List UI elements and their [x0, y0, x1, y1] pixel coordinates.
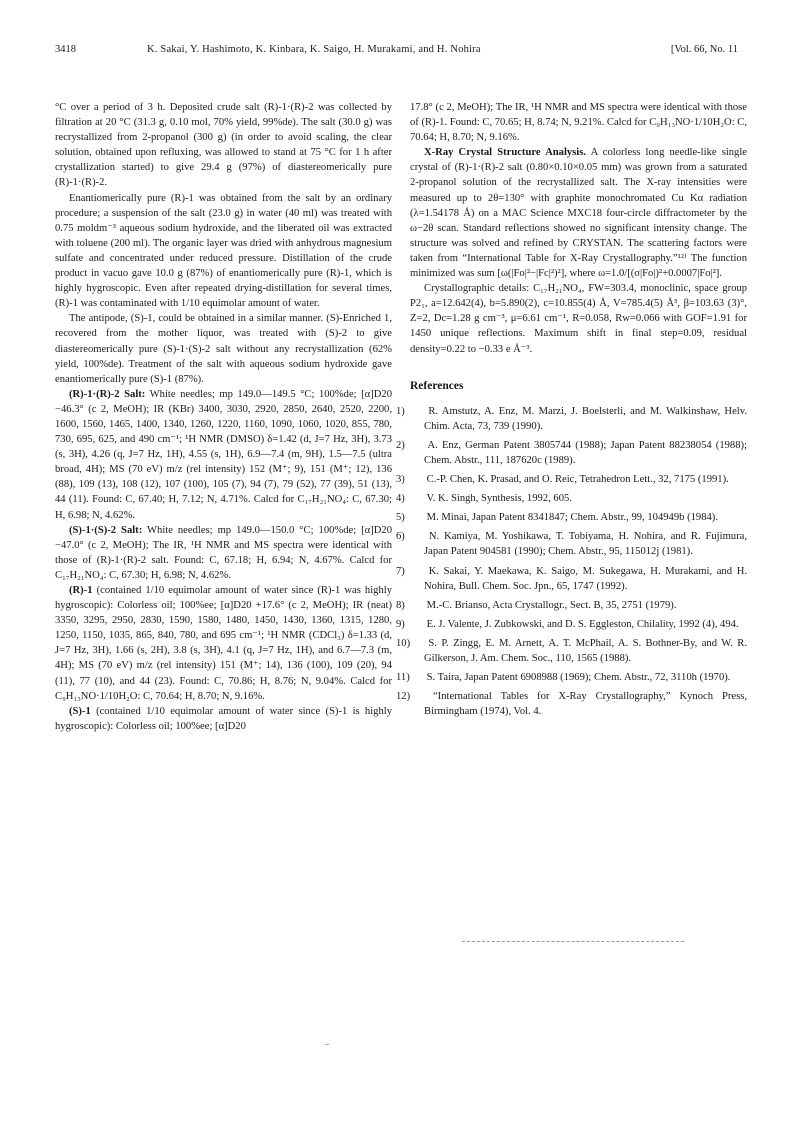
running-authors: K. Sakai, Y. Hashimoto, K. Kinbara, K. Saigo, H. Murakami, and H. Nohira — [147, 44, 481, 55]
references-heading: References — [410, 379, 464, 392]
reference-number: 1) — [396, 405, 405, 417]
reference-number: 8) — [396, 599, 405, 611]
paragraph-lead: (R)-1 — [69, 585, 93, 596]
reference-item — [396, 529, 747, 559]
reference-number: 9) — [396, 618, 405, 630]
reference-item — [396, 564, 747, 594]
reference-text: N. Kamiya, M. Yoshikawa, T. Tobiyama, H. Nohira, and R. Fujimura, Japan Patent 904581 (1990); Chem. Abstr., 95, 115012j (1981). — [424, 531, 747, 558]
lead-paragraph — [55, 704, 392, 734]
reference-number: 4) — [396, 493, 405, 505]
reference-number: 10) — [396, 637, 411, 649]
reference-item — [396, 636, 748, 666]
paragraph-lead: (R)-1·(R)-2 Salt: — [69, 388, 146, 400]
reference-text: S. P. Zingg, E. M. Arnett, A. T. McPhail, A. S. Bothner-By, and W. R. Gilkerson, J. Am. Chem. Soc., 110, 1565 (1988). — [424, 637, 748, 664]
paragraph-lead: X-Ray Crystal Structure Analysis. — [424, 147, 587, 159]
page-number: 3418 — [55, 44, 76, 55]
reference-item — [396, 491, 747, 506]
paragraph-text: White needles; mp 149.0—150.0 °C; 100%de; [α]D20 −47.0° (c 2, MeOH); The IR, ¹H NMR and MS spectra were identical with those of (R)-1·(R)-2 salt. Found: C, 67.18; H, 6.94; N, 4.67%. Calcd for C₁₇H₂₁NO₄: C, 67.30; H, 6.98; N, 4.62%. — [55, 524, 393, 581]
reference-item — [396, 510, 747, 525]
paragraph-text: 17.8° (c 2, MeOH); The IR, ¹H NMR and MS spectra were identical with those of (R)-1. Found: C, 70.65; H, 8.74; N, 9.21%. Calcd for C₉H₁₃NO·1/10H₂O: C, 70.64; H, 8.70; N, 9.16%. — [410, 102, 747, 144]
reference-number: 3) — [396, 474, 405, 486]
reference-text: M. Minai, Japan Patent 8341847; Chem. Abstr., 99, 104949b (1984). — [426, 512, 718, 524]
reference-text: E. J. Valente, J. Zubkowski, and D. S. Eggleston, Chilality, 1992 (4), 494. — [426, 618, 739, 630]
reference-text: S. Taira, Japan Patent 6908988 (1969); Chem. Abstr., 72, 3110h (1970). — [426, 672, 731, 684]
reference-item — [396, 404, 747, 434]
reference-text: K. Sakai, Y. Maekawa, K. Saigo, M. Sukegawa, H. Murakami, and H. Nohira, Bull. Chem. Soc. Jpn., 65, 1747 (1992). — [424, 565, 747, 592]
paragraph-text: White needles; mp 149.0—149.5 °C; 100%de; [α]D20 −46.3° (c 2, MeOH); IR (KBr) 3400, 3030, 2920, 2850, 2640, 2520, 2200, 1600, 1560, 1465, 1400, 1340, 1260, 1220, 1160, 1090, 1060, 1020, 855, 780, 730, 695, 625, and 490 cm⁻¹; ¹H NMR (DMSO) δ=1.42 (d, J=7 Hz, 3H), 3.73 (s, 3H), 4.26 (q, J=7 Hz, 1H), 4.55 (s, 1H), 6.9—7.4 (m, 9H), 1.5—7.5 (ultra broad, 4H); MS (70 eV) m/z (rel intensity) 152 (M⁺; 9), 151 (M⁺; 12), 136 (88), 109 (13), 108 (12), 107 (100), 105 (7), 94 (7), 79 (52), 77 (39), 51 (13), 44 (11). Found: C, 67.40; H, 7.12; N, 4.71%. Calcd for C₁₇H₂₁NO₄: C, 67.30; H, 6.98; N, 4.62%. — [55, 388, 393, 521]
lead-paragraph — [55, 583, 392, 704]
left-column — [55, 100, 392, 734]
paragraph — [55, 191, 392, 312]
reference-item — [396, 598, 747, 613]
reference-item — [396, 689, 748, 719]
paragraph-lead: (S)-1·(S)-2 Salt: — [69, 524, 143, 536]
margin-mark — [325, 1044, 329, 1045]
reference-text: M.-C. Brianso, Acta Crystallogr., Sect. B, 35, 2751 (1979). — [426, 599, 677, 611]
reference-number: 5) — [396, 512, 405, 524]
paragraph — [55, 100, 392, 191]
paragraph-text: Crystallographic details: C₁₇H₂₁NO₄, FW=303.4, monoclinic, space group P2₁, a=12.642(4), b=5.890(2), c=10.855(4) Å, V=785.4(5) Å³, β=103.63 (3)°, Z=2, Dc=1.28 g cm⁻³, μ=6.61 cm⁻¹, R=0.058, Rw=0.066 with GOF=1.91 for 1450 unique reflections. Maximum shift in final step=0.09, residual density=0.22 to −0.33 e Å⁻³. — [410, 283, 747, 355]
paragraph-text: (contained 1/10 equimolar amount of water since (S)-1 is highly hygroscopic): Colorless oil; 100%ee; [α]D20 — [55, 705, 392, 732]
paragraph-text: °C over a period of 3 h. Deposited crude salt (R)-1·(R)-2 was collected by filtration at 20 °C (31.3 g, 0.10 mol, 70% yield, 99%de). The salt (30.0 g) was recrystallized from 2-propanol (300 g) (in order to avoid scaling, the clear solution, obtained upon refluxing, was allowed to stand at 75 °C for 1 h after crystallization started) to give 29.4 g (97%) of diastereomerically pure (R)-1·(R)-2. — [55, 102, 392, 189]
reference-text: V. K. Singh, Synthesis, 1992, 605. — [426, 493, 572, 505]
reference-text: “International Tables for X-Ray Crystallography,” Kynoch Press, Birmingham (1974), Vol. 4. — [424, 691, 748, 718]
paragraph — [410, 281, 747, 356]
paragraph-text: (contained 1/10 equimolar amount of water since (R)-1 was highly hygroscopic): Colorless oil; 100%ee; [α]D20 +17.6° (c 2, MeOH); IR (neat) 3350, 3295, 2950, 2830, 1590, 1580, 1480, 1450, 1430, 1360, 1315, 1280, 1250, 1150, 1035, 865, 840, 780, and 695 cm⁻¹; ¹H NMR (CDCl₃) δ=1.33 (d, J=7 Hz, 3H), 1.66 (s, 2H), 3.8 (s, 3H), 4.1 (q, J=7 Hz, 1H), and 6.7—7.3 (m, 4H); MS (70 eV) m/z (rel intensity) 151 (M⁺; 14), 136 (100), 109 (20), 94 (11), 77 (10), and 44 (23). Found: C, 70.86; H, 8.76; N, 9.04%. Calcd for C₉H₁₃NO·1/10H₂O: C, 70.64; H, 8.70; N, 9.16%. — [55, 585, 392, 702]
right-column — [396, 100, 748, 723]
lead-paragraph — [55, 523, 392, 583]
reference-text: C.-P. Chen, K. Prasad, and O. Reic, Tetrahedron Lett., 32, 7175 (1991). — [426, 474, 729, 486]
paragraph-lead: (S)-1 — [69, 705, 91, 717]
experimental-continued — [410, 100, 747, 357]
lead-paragraph — [410, 145, 747, 281]
end-rule — [462, 941, 684, 942]
reference-item — [396, 670, 747, 685]
lead-paragraph — [55, 387, 392, 523]
paragraph — [410, 100, 747, 145]
reference-number: 12) — [396, 691, 411, 703]
paragraph-text: A colorless long needle-like single crystal of (R)-1·(R)-2 salt (0.80×0.10×0.05 mm) was grown from a saturated 2-propanol solution of the recrystallized salt. The X-ray intensities were measured up to 2θ=130° with graphite monochromated Cu Kα radiation (λ=1.54178 Å) on a MAC Science MXC18 four-circle diffractometer by the ω−2θ scan. Standard reflections showed no significant intensity change. The structure was solved and refined by CRYSTAN. The scattering factors were taken from “International Table for X-Ray Crystallography.”¹²⁾ The function minimized was sum [ω(|Fo|²−|Fc|²)²], where ω=1.0/[(σ|Fo|)²+0.0007|Fo|²]. — [410, 147, 747, 280]
paragraph-text: Enantiomerically pure (R)-1 was obtained from the salt by an ordinary procedure; a suspension of the salt (23.0 g) in water (40 ml) was treated with 0.75 moldm⁻³ aqueous sodium hydroxide, and the liberated oil was extracted with toluene (200 ml). The organic layer was dried with anhydrous magnesium sulfate and concentrated under reduced pressure. Distillation of the crude product in vacuo gave 10.0 g (87%) of enantiomerically pure (R)-1, which is highly hygroscopic. Even after repeated drying-distillation for several times, (R)-1 was contaminated with 1/10 equimolar amount of water. — [55, 192, 392, 310]
reference-number: 6) — [396, 531, 405, 543]
references-list — [396, 404, 748, 720]
paragraph — [55, 311, 392, 386]
reference-item — [396, 617, 747, 632]
reference-text: A. Enz, German Patent 3805744 (1988); Japan Patent 88238054 (1988); Chem. Abstr., 111, 187620c (1989). — [424, 439, 747, 466]
reference-item — [396, 472, 747, 487]
reference-item — [396, 438, 747, 468]
volume-info: [Vol. 66, No. 11 — [670, 44, 738, 55]
page-header — [0, 0, 793, 55]
paragraph-text: The antipode, (S)-1, could be obtained in a similar manner. (S)-Enriched 1, recovered from the mother liquor, was treated with (S)-2 to give diastereomerically pure (S)-1·(S)-2 salt without any recrystallization (62% yield, 100%de). Treatment of the salt with aqueous sodium hydroxide gave enantiomerically pure (S)-1 (87%). — [55, 313, 392, 385]
reference-number: 7) — [396, 565, 405, 577]
reference-number: 2) — [396, 439, 405, 451]
reference-text: R. Amstutz, A. Enz, M. Marzi, J. Boelsterli, and M. Walkinshaw, Helv. Chim. Acta, 73, 739 (1990). — [424, 405, 747, 432]
reference-number: 11) — [396, 672, 410, 684]
